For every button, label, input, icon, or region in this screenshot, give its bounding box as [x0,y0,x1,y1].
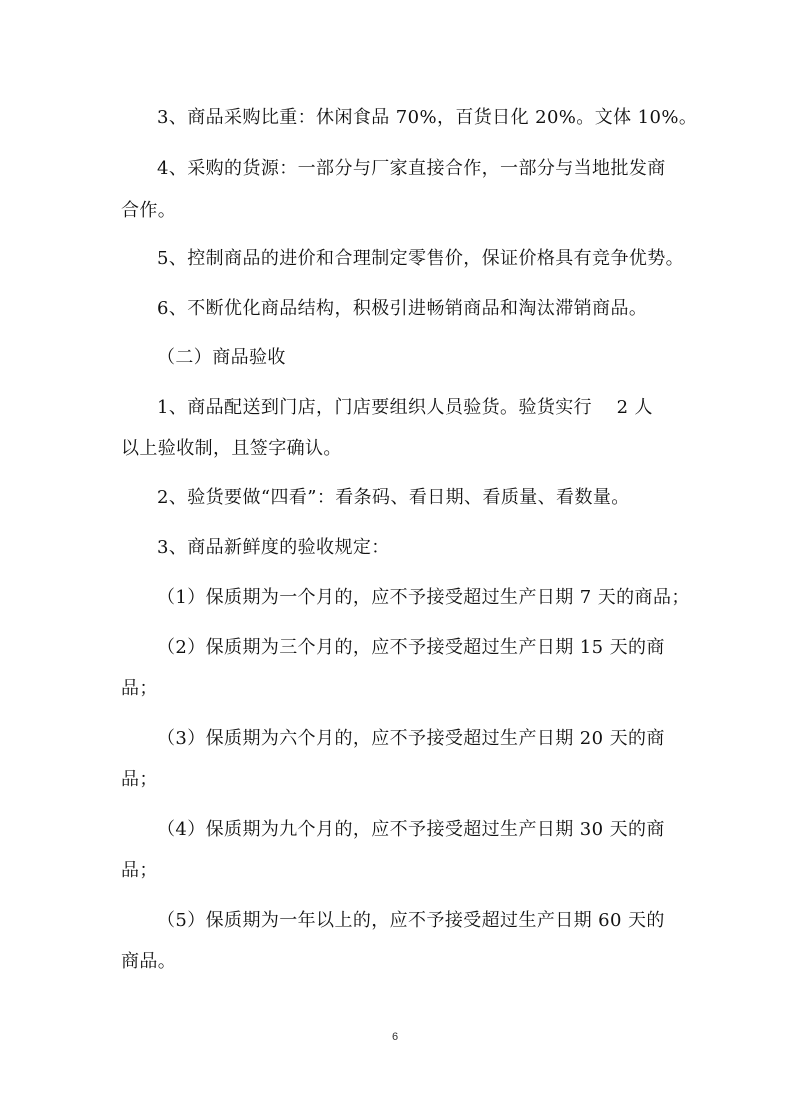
rule-item-2-cont: 品； [121,678,158,699]
paragraph-purchase-ratio: 3、商品采购比重：休闲食品 70%，百货日化 20%。文体 10%。 [157,107,698,128]
paragraph-freshness-rules: 3、商品新鲜度的验收规定： [157,537,390,558]
rule-item-4: （4）保质期为九个月的，应不予接受超过生产日期 30 天的商 [157,819,665,840]
rule-item-2: （2）保质期为三个月的，应不予接受超过生产日期 15 天的商 [157,637,665,658]
section-heading-acceptance: （二）商品验收 [157,347,286,368]
paragraph-four-checks: 2、验货要做“四看”：看条码、看日期、看质量、看数量。 [157,487,630,508]
rule-item-1: （1）保质期为一个月的，应不予接受超过生产日期 7 天的商品； [157,587,690,608]
page-number: 6 [391,1031,399,1043]
paragraph-optimize-structure: 6、不断优化商品结构，积极引进畅销商品和淘汰滞销商品。 [157,298,648,319]
rule-item-5: （5）保质期为一年以上的，应不予接受超过生产日期 60 天的 [157,910,665,931]
rule-item-4-cont: 品； [121,860,158,881]
rule-item-5-cont: 商品。 [121,951,177,972]
paragraph-supply-source-cont: 合作。 [121,200,177,221]
paragraph-delivery-inspection-cont: 以上验收制，且签字确认。 [121,438,342,459]
rule-item-3: （3）保质期为六个月的，应不予接受超过生产日期 20 天的商 [157,728,665,749]
rule-item-3-cont: 品； [121,769,158,790]
paragraph-delivery-inspection: 1、商品配送到门店，门店要组织人员验货。验货实行 2 人 [157,397,653,418]
paragraph-supply-source: 4、采购的货源：一部分与厂家直接合作，一部分与当地批发商 [157,158,666,179]
paragraph-pricing: 5、控制商品的进价和合理制定零售价，保证价格具有竞争优势。 [157,248,685,269]
